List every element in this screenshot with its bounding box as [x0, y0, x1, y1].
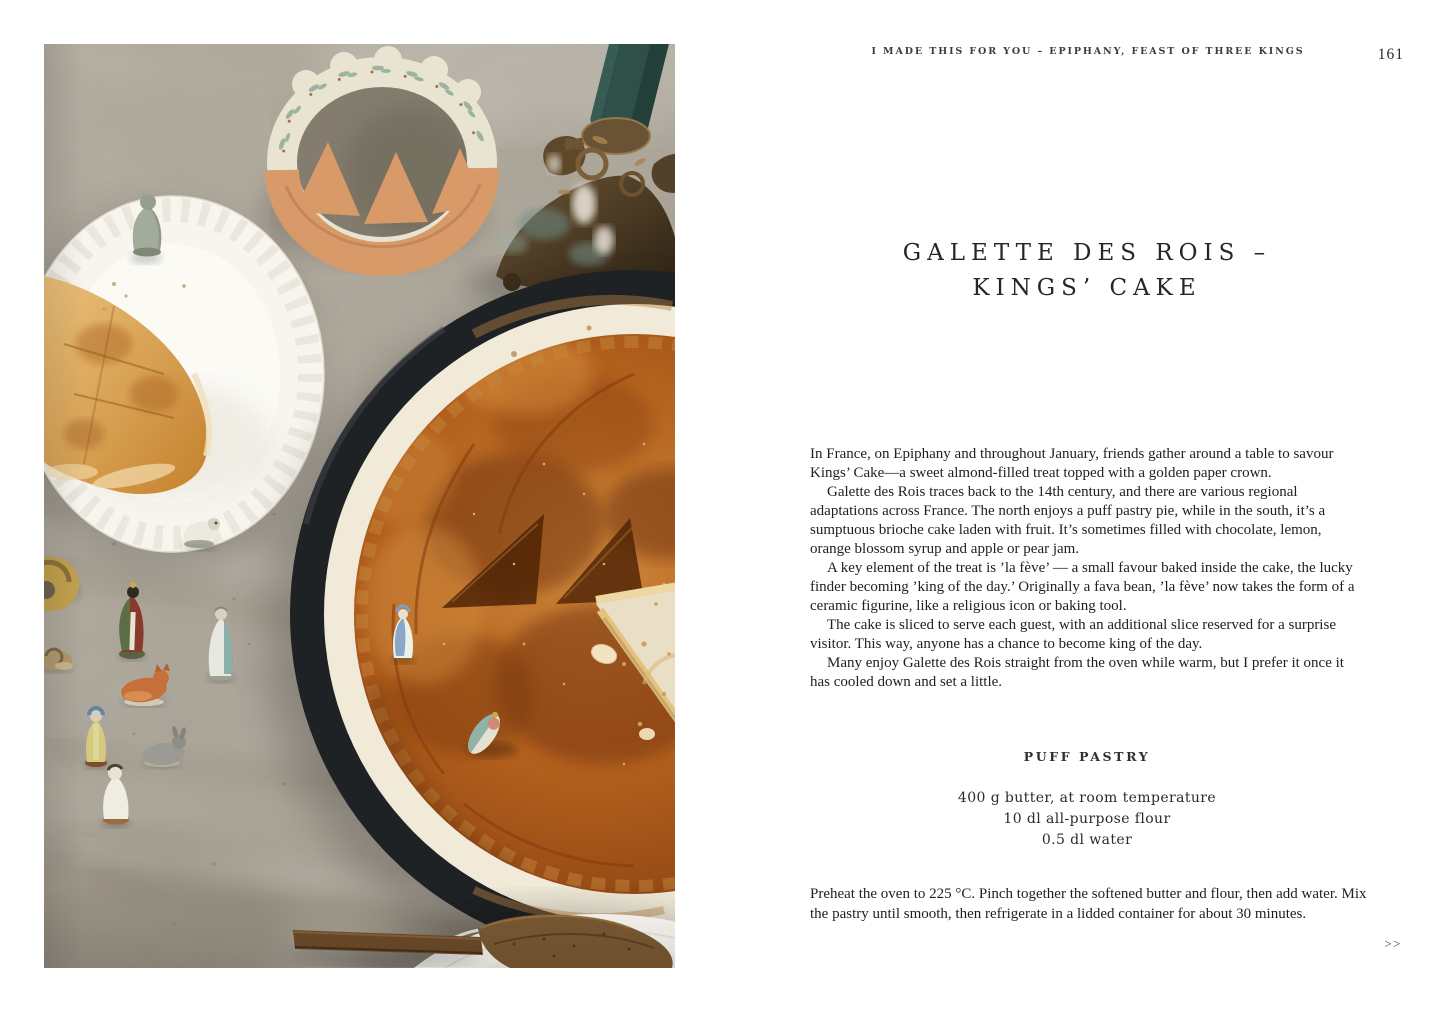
- recipe-title-line-1: GALETTE DES ROIS –: [902, 240, 1272, 266]
- intro-paragraph: In France, on Epiphany and throughout January, friends gather around a table to savour Kings’ Cake—a sweet almond-filled treat topped with a golden paper crown.: [810, 446, 1334, 481]
- page-number: 161: [1377, 46, 1404, 63]
- ingredient-item: 400 g butter, at room temperature: [957, 790, 1217, 806]
- intro-paragraph: Galette des Rois traces back to the 14th century, and there are various regional adaptations across France. The north enjoys a puff pastry pie, while in the south, it’s a sumptuous brioche cake laden with fruit. It’s sometimes filled with chocolate, lemon, orange blossom syrup and apple or pear jam.: [810, 484, 1326, 557]
- ingredient-list: [805, 788, 1369, 851]
- galette-photo: [44, 44, 675, 968]
- continuation-mark: >>: [1384, 936, 1402, 951]
- paper-crown: [260, 46, 485, 264]
- recipe-step: Preheat the oven to 225 °C. Pinch together the softened butter and flour, then add water. Mix the pastry until smooth, then refrigerate in a lidded container for about 30 minutes.: [810, 886, 1367, 922]
- running-header: I MADE THIS FOR YOU – EPIPHANY, FEAST OF THREE KINGS: [871, 46, 1305, 57]
- intro-paragraph: A key element of the treat is ’la fève’ — a small favour baked inside the cake, the lucky finder becoming ’king of the day.’ Originally a fava bean, ’la fève’ now takes the form of a ceramic figurine, like a religious icon or baking tool.: [810, 560, 1355, 614]
- intro-paragraph: The cake is sliced to serve each guest, with an additional slice reserved for a surprise visitor. This way, anyone has a chance to become king of the day.: [810, 617, 1336, 652]
- photo-svg: [44, 44, 675, 968]
- recipe-introduction: [810, 445, 1364, 692]
- intro-paragraph: Many enjoy Galette des Rois straight from the oven while warm, but I prefer it once it has cooled down and set a little.: [810, 655, 1344, 690]
- recipe-title: [805, 236, 1369, 306]
- ingredient-item: 10 dl all-purpose flour: [1003, 811, 1171, 827]
- ingredient-item: 0.5 dl water: [1041, 832, 1133, 848]
- subrecipe-heading: PUFF PASTRY: [1023, 749, 1151, 764]
- recipe-title-line-2: KINGS’ CAKE: [972, 275, 1202, 301]
